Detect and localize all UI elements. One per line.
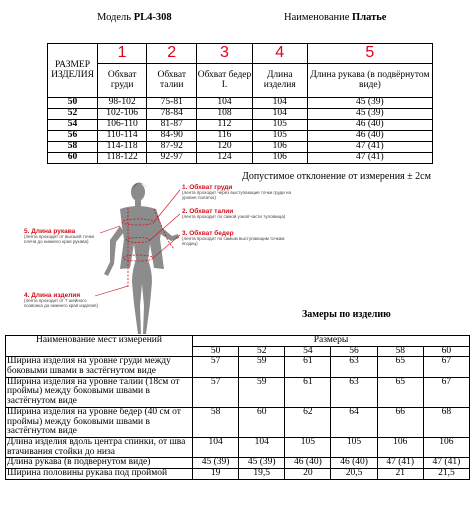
measure-row [6,407,470,437]
size-row [48,98,433,109]
value-cell: 104 [252,98,307,109]
col-header: Обхват талии [147,64,197,98]
col-number-5: 5 [307,44,432,64]
measure-value: 106 [377,437,423,457]
col-number-4: 4 [252,44,307,64]
measure-value: 21 [377,468,423,479]
value-cell: 45 (39) [307,108,432,119]
measure-value: 67 [423,357,469,377]
chest-label: 1. Обхват груди (лента проходит через выступающие точки груди на уровне лопаток) [182,184,291,200]
size-header-cell: 60 [423,346,469,357]
measure-value: 46 (40) [331,458,377,469]
value-cell: 104 [197,98,253,109]
value-cell: 105 [252,119,307,130]
measure-row [6,377,470,407]
size-chart-table [47,43,433,164]
value-cell: 92-97 [147,152,197,163]
size-header-cell: 56 [331,346,377,357]
measure-value: 67 [423,377,469,407]
measure-value: 47 (41) [377,458,423,469]
measure-value: 68 [423,407,469,437]
measure-value: 46 (40) [285,458,331,469]
value-cell: 106-110 [98,119,147,130]
measure-value: 64 [331,407,377,437]
size-row [48,108,433,119]
value-cell: 110-114 [98,130,147,141]
hips-label: 3. Обхват бедер (лента проходит по самым выступающим точкам ягодиц) [182,230,285,246]
value-cell: 120 [197,141,253,152]
value-cell: 105 [252,130,307,141]
measure-value: 62 [285,407,331,437]
measure-value: 57 [193,377,239,407]
value-cell: 118-122 [98,152,147,163]
measure-value: 66 [377,407,423,437]
measure-value: 59 [239,377,285,407]
measure-value: 105 [331,437,377,457]
value-cell: 124 [197,152,253,163]
value-cell: 46 (40) [307,119,432,130]
size-head-label: РАЗМЕР ИЗДЕЛИЯ [48,44,98,98]
measure-value: 20 [285,468,331,479]
product-length-label: 4. Длина изделия (лента проходит от 7 шейного позвонка до нижнего края изделия) [24,292,98,308]
waist-label: 2. Обхват талии (лента проходит по самой узкой части туловища) [182,208,286,219]
product-name-header: Наименование Платье [284,12,387,23]
sleeve-length-label: 5. Длина рукава (лента проходит от высшей точки плеча до нижнего края рукава) [24,228,95,244]
measure-value: 63 [331,377,377,407]
size-header-cell: 52 [239,346,285,357]
value-cell: 78-84 [147,108,197,119]
size-cell: 54 [48,119,98,130]
value-cell: 47 (41) [307,152,432,163]
measure-label: Длина рукава (в подвернутом виде) [6,458,193,469]
measure-value: 20,5 [331,468,377,479]
measure-row [6,437,470,457]
col-header: Обхват груди [98,64,147,98]
measure-value: 60 [239,407,285,437]
size-row [48,152,433,163]
value-cell: 87-92 [147,141,197,152]
col-header: Длина изделия [252,64,307,98]
measure-value: 104 [193,437,239,457]
model-header: Модель PL4-308 [97,12,172,23]
value-cell: 108 [197,108,253,119]
measure-row [6,357,470,377]
value-cell: 84-90 [147,130,197,141]
col-number-2: 2 [147,44,197,64]
size-cell: 50 [48,98,98,109]
value-cell: 98-102 [98,98,147,109]
col-header: Обхват бедер I. [197,64,253,98]
measure-value: 45 (39) [193,458,239,469]
measure-value: 45 (39) [239,458,285,469]
size-cell: 60 [48,152,98,163]
col-number-1: 1 [98,44,147,64]
measure-value: 59 [239,357,285,377]
measure-head-label: Наименование мест измерений [6,336,193,357]
col-header: Длина рукава (в подвёрнутом виде) [307,64,432,98]
measure-value: 65 [377,357,423,377]
measure-value: 104 [239,437,285,457]
measure-value: 57 [193,357,239,377]
measure-label: Ширина половины рукава под проймой [6,468,193,479]
size-cell: 58 [48,141,98,152]
measure-value: 106 [423,437,469,457]
value-cell: 75-81 [147,98,197,109]
measure-row [6,468,470,479]
measure-value: 21,5 [423,468,469,479]
measure-value: 58 [193,407,239,437]
size-row [48,130,433,141]
col-number-3: 3 [197,44,253,64]
sizes-label: Размеры [193,336,470,347]
measure-value: 63 [331,357,377,377]
value-cell: 102-106 [98,108,147,119]
value-cell: 106 [252,141,307,152]
size-header-cell: 54 [285,346,331,357]
measure-label: Длина изделия вдоль центра спинки, от шва втачивания стойки до низа [6,437,193,457]
product-name-value: Платье [352,12,387,23]
measure-value: 47 (41) [423,458,469,469]
value-cell: 81-87 [147,119,197,130]
size-cell: 56 [48,130,98,141]
measure-label: Ширина изделия на уровне талии (18см от проймы) между боковыми швами в застёгнутом виде [6,377,193,407]
size-row [48,119,433,130]
measure-value: 19 [193,468,239,479]
model-value: PL4-308 [133,12,172,23]
value-cell: 116 [197,130,253,141]
size-header-cell: 50 [193,346,239,357]
tolerance-note: Допустимое отклонение от измерения ± 2см [242,171,431,182]
measure-value: 65 [377,377,423,407]
measure-value: 61 [285,377,331,407]
value-cell: 46 (40) [307,130,432,141]
size-cell: 52 [48,108,98,119]
measurements-title: Замеры по изделию [302,309,391,320]
measure-label: Ширина изделия на уровне бедер (40 см от проймы) между боковыми швами в застёгнутом виде [6,407,193,437]
value-cell: 112 [197,119,253,130]
measure-value: 19,5 [239,468,285,479]
garment-measurements-table [5,335,470,480]
size-header-cell: 58 [377,346,423,357]
value-cell: 114-118 [98,141,147,152]
measure-row [6,458,470,469]
measure-label: Ширина изделия на уровне груди между боковыми швами в застёгнутом виде [6,357,193,377]
measure-value: 105 [285,437,331,457]
value-cell: 45 (39) [307,98,432,109]
value-cell: 104 [252,108,307,119]
measure-value: 61 [285,357,331,377]
size-row [48,141,433,152]
value-cell: 106 [252,152,307,163]
value-cell: 47 (41) [307,141,432,152]
